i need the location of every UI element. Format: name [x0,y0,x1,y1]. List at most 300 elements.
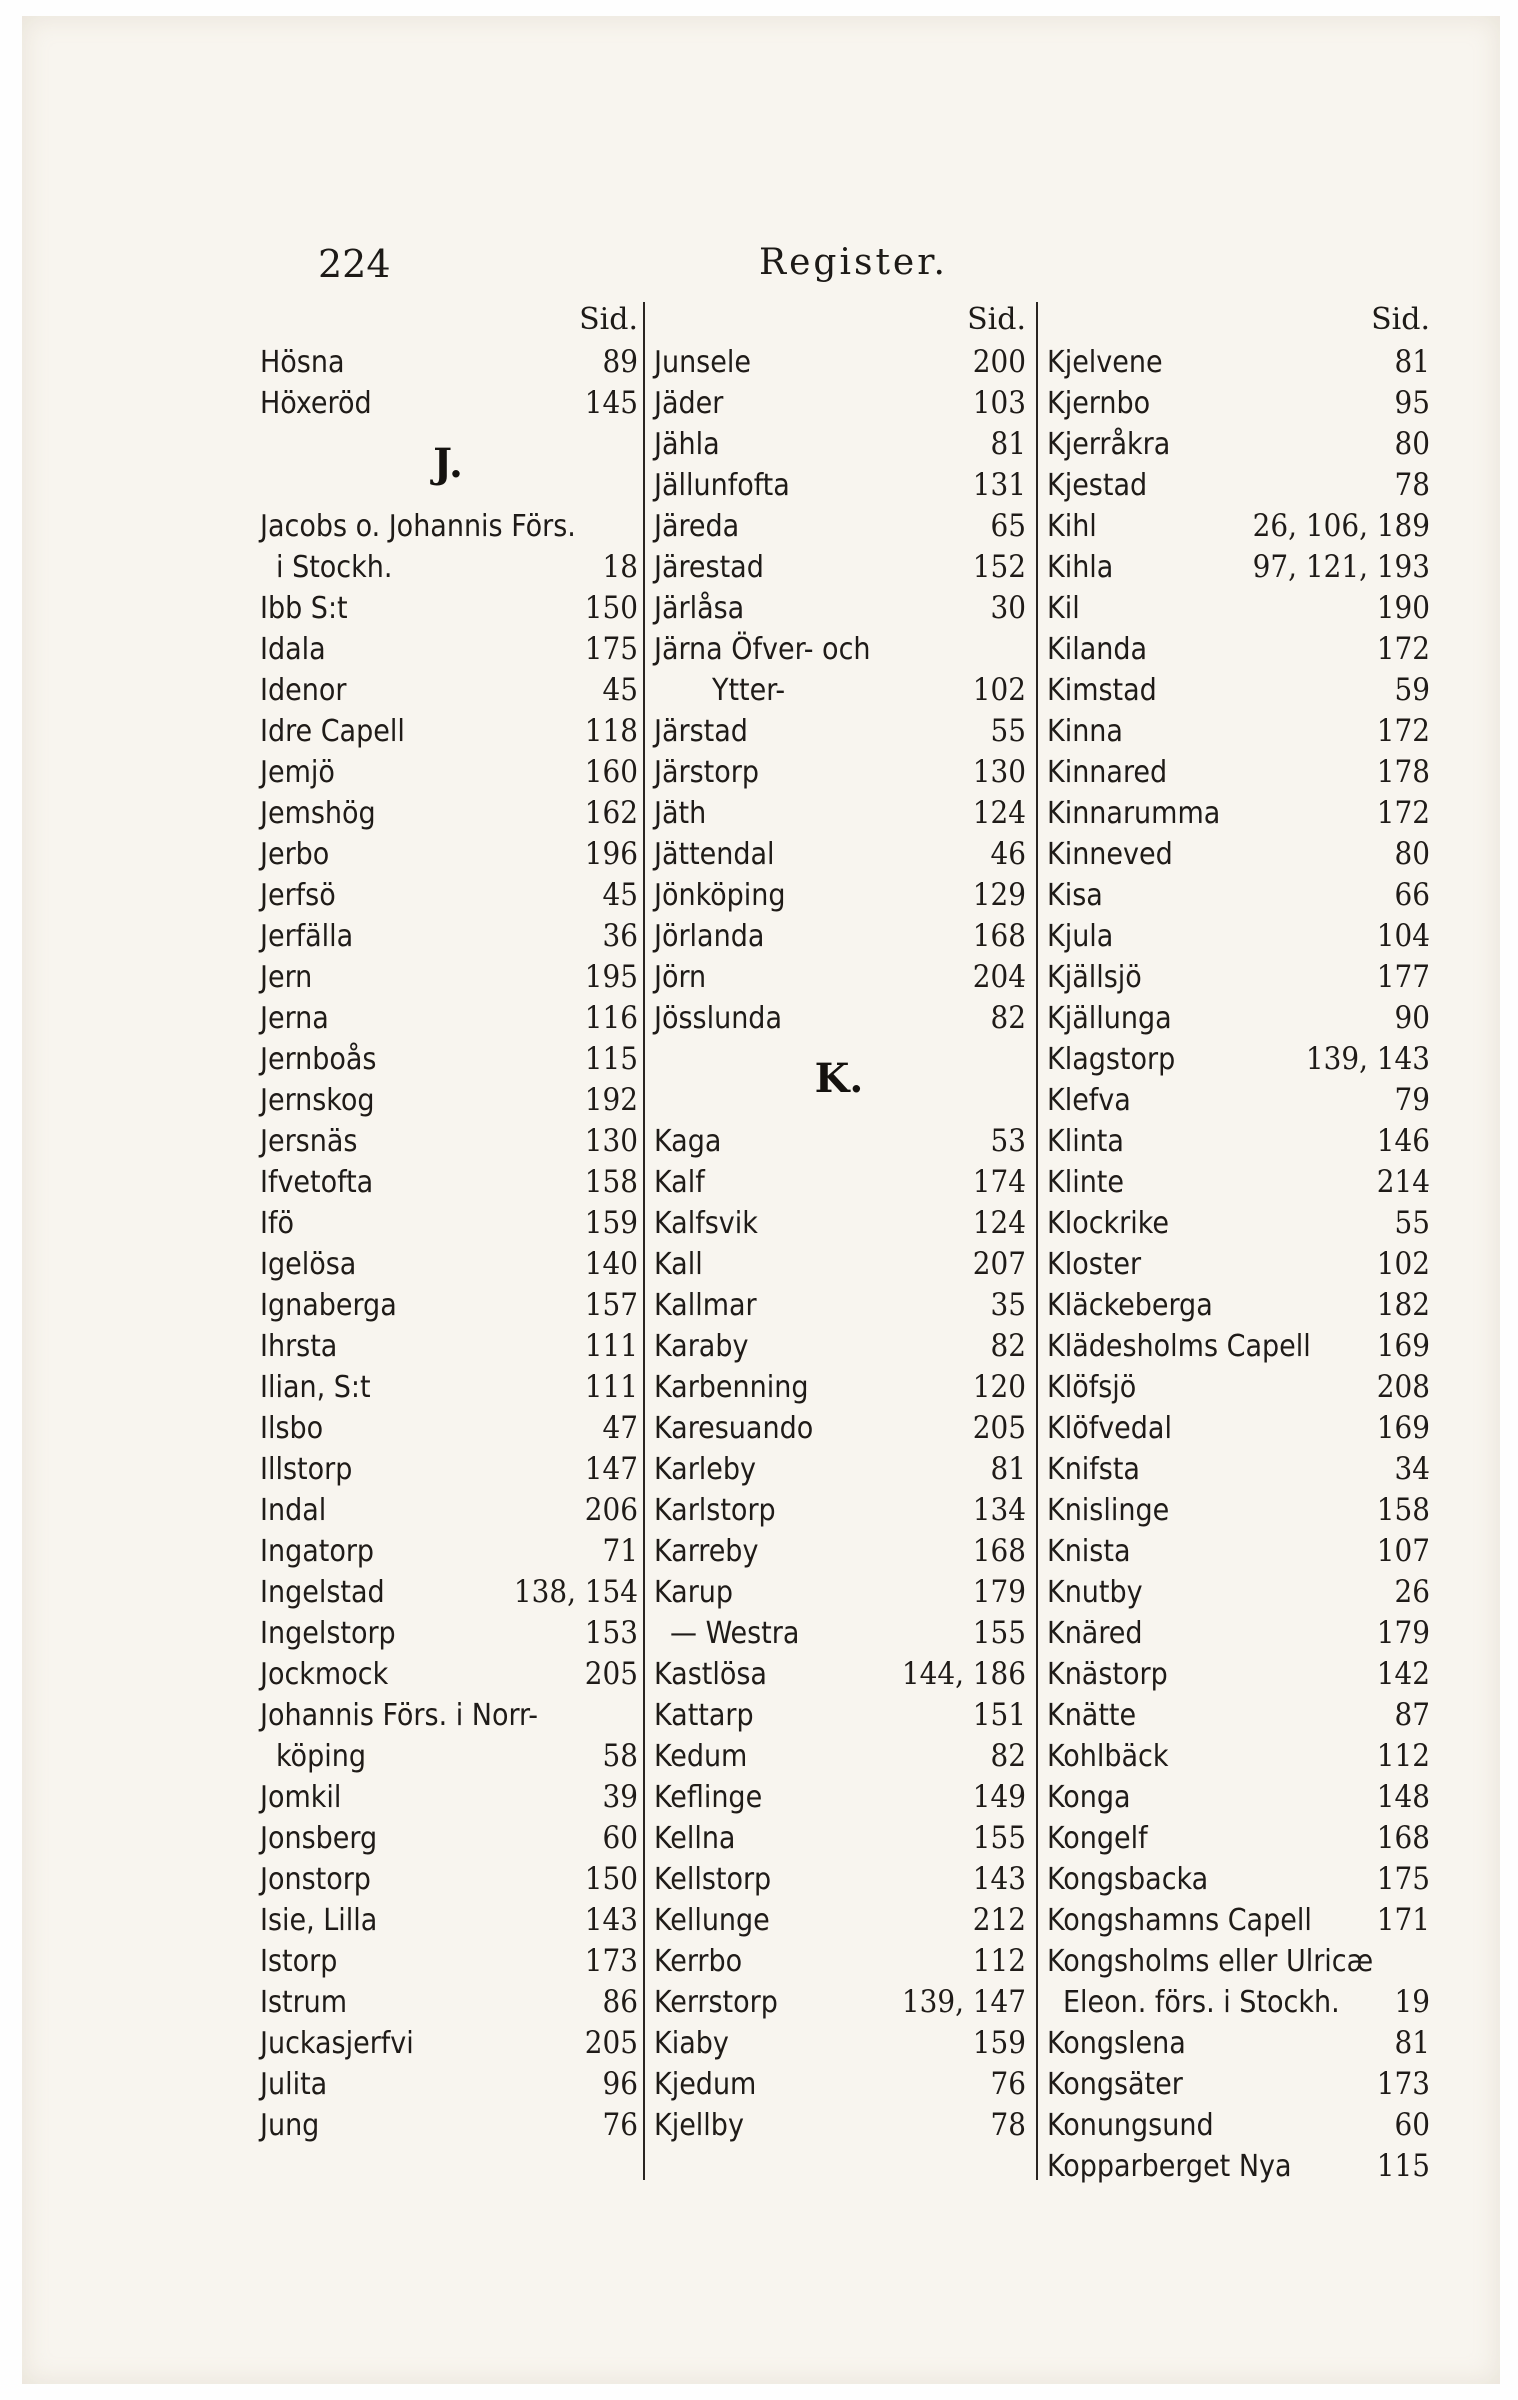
entry-page: 162 [584,795,638,831]
entry-name: Kläckeberga [1047,1288,1213,1323]
index-entry [258,1613,638,1654]
entry-name: Kiaby [654,2026,729,2061]
entry-page: 150 [584,1861,638,1897]
entry-page: 19 [1394,1984,1430,2020]
entry-name: i Stockh. [276,550,393,585]
index-entry [1045,2023,1430,2064]
entry-name: Isie, Lilla [260,1903,378,1938]
entry-page: 36 [602,918,638,954]
entry-page: 60 [602,1820,638,1856]
entry-page: 155 [972,1615,1026,1651]
entry-name: Kongsäter [1047,2067,1183,2102]
entry-name: Knäred [1047,1616,1143,1651]
entry-name: Jonsberg [260,1821,378,1856]
entry-page: 90 [1394,1000,1430,1036]
entry-page: 182 [1376,1287,1430,1323]
entry-name: Kjellby [654,2108,744,2143]
entry-name: Kongsbacka [1047,1862,1209,1897]
entry-page: 111 [584,1328,638,1364]
index-entry [652,2064,1026,2105]
index-entry [258,1941,638,1982]
entry-page: 159 [972,2025,1026,2061]
entry-page: 26, 106, 189 [1252,508,1430,544]
index-entry [1045,1367,1430,1408]
index-entry [1045,752,1430,793]
entry-page: 35 [990,1287,1026,1323]
entry-page: 97, 121, 193 [1252,549,1430,585]
entry-name: Klockrike [1047,1206,1169,1241]
entry-name: Kongelf [1047,1821,1148,1856]
entry-page: 138, 154 [513,1574,638,1610]
index-entry [258,670,638,711]
entry-name: Kallmar [654,1288,757,1323]
entry-name: Klinta [1047,1124,1124,1159]
entry-name: Karlstorp [654,1493,776,1528]
index-entry [258,629,638,670]
entry-page: 179 [972,1574,1026,1610]
index-entry [652,2105,1026,2146]
index-entry [258,998,638,1039]
entry-name: Knätte [1047,1698,1137,1733]
entry-name: Jemjö [260,755,335,790]
entry-page: 150 [584,590,638,626]
entry-page: 204 [972,959,1026,995]
index-entry [1045,1162,1430,1203]
index-entry [652,1162,1026,1203]
entry-page: 145 [584,385,638,421]
entry-page: 168 [1376,1820,1430,1856]
entry-page: 131 [972,467,1026,503]
entry-name: Klinte [1047,1165,1124,1200]
index-entry [652,1900,1026,1941]
index-entry [258,2064,638,2105]
entry-name: Ilian, S:t [260,1370,371,1405]
entry-name: Kimstad [1047,673,1157,708]
index-entry [652,1777,1026,1818]
entry-page: 173 [1376,2066,1430,2102]
column-divider [643,302,645,2180]
entry-page: 168 [972,918,1026,954]
entry-page: 159 [584,1205,638,1241]
entry-name: Jerbo [260,837,330,872]
entry-page: 172 [1376,713,1430,749]
entry-page: 179 [1376,1615,1430,1651]
index-entry [1045,465,1430,506]
entry-name: Jörn [654,960,707,995]
index-entry [1045,711,1430,752]
entry-name: Konungsund [1047,2108,1214,2143]
entry-name: Kall [654,1247,703,1282]
index-entry [1045,424,1430,465]
entry-page: 55 [990,713,1026,749]
index-entry [258,834,638,875]
index-entry [258,1244,638,1285]
entry-page: 81 [990,1451,1026,1487]
entry-page: 34 [1394,1451,1430,1487]
entry-page: 146 [1376,1123,1430,1159]
entry-name: Istrum [260,1985,348,2020]
entry-page: 206 [584,1492,638,1528]
entry-page: 139, 147 [901,1984,1026,2020]
index-entry [652,1736,1026,1777]
sid-label: Sid. [967,302,1026,337]
index-entry [652,875,1026,916]
index-entry [1045,834,1430,875]
entry-page: 89 [602,344,638,380]
index-entry [652,465,1026,506]
entry-page: 140 [584,1246,638,1282]
index-entry [258,1900,638,1941]
entry-name: Illstorp [260,1452,353,1487]
entry-page: 143 [972,1861,1026,1897]
entry-name: Kjällunga [1047,1001,1172,1036]
entry-page: 120 [972,1369,1026,1405]
entry-page: 153 [584,1615,638,1651]
entry-page: 142 [1376,1656,1430,1692]
index-entry [652,1941,1026,1982]
entry-page: 66 [1394,877,1430,913]
entry-page: 81 [1394,2025,1430,2061]
entry-name: Ingelstorp [260,1616,396,1651]
index-entry [258,875,638,916]
entry-name: Jäth [654,796,707,831]
entry-page: 102 [1376,1246,1430,1282]
entry-name: Klefva [1047,1083,1131,1118]
entry-page: 130 [972,754,1026,790]
entry-page: 87 [1394,1697,1430,1733]
entry-page: 103 [972,385,1026,421]
entry-name: Kalf [654,1165,705,1200]
entry-name: Kihla [1047,550,1114,585]
entry-page: 158 [584,1164,638,1200]
entry-name: Kjällsjö [1047,960,1142,995]
index-entry [1045,547,1430,588]
entry-page: 205 [584,1656,638,1692]
entry-page: 80 [1394,426,1430,462]
entry-name: Jähla [654,427,720,462]
index-column-3 [1045,300,1430,2184]
index-entry [1045,506,1430,547]
index-entry [258,1572,638,1613]
index-entry [652,752,1026,793]
entry-page: 151 [972,1697,1026,1733]
entry-page: 81 [990,426,1026,462]
entry-page: 205 [972,1410,1026,1446]
index-entry [652,1531,1026,1572]
index-entry [1045,629,1430,670]
entry-page: 65 [990,508,1026,544]
index-entry [258,1285,638,1326]
index-entry [258,711,638,752]
index-entry [1045,1900,1430,1941]
entry-page: 173 [584,1943,638,1979]
entry-name: Jern [260,960,313,995]
index-entry [652,1572,1026,1613]
entry-page: 208 [1376,1369,1430,1405]
entry-name: Kjestad [1047,468,1148,503]
index-entry [1045,2146,1430,2187]
entry-page: 111 [584,1369,638,1405]
entry-name: Kinnarumma [1047,796,1221,831]
entry-page: 71 [602,1533,638,1569]
index-entry [652,547,1026,588]
entry-page: 60 [1394,2107,1430,2143]
index-entry [258,1818,638,1859]
entry-name: Ibb S:t [260,591,348,626]
index-entry [652,711,1026,752]
entry-name: Jonstorp [260,1862,371,1897]
index-entry [652,629,1026,670]
index-entry [258,1408,638,1449]
entry-name: Kongslena [1047,2026,1186,2061]
index-entry [1045,793,1430,834]
index-entry [652,1695,1026,1736]
entry-name: Idenor [260,673,347,708]
entry-name: Knutby [1047,1575,1143,1610]
entry-name: Karaby [654,1329,749,1364]
entry-name: Julita [260,2067,328,2102]
entry-page: 45 [602,877,638,913]
entry-page: 192 [584,1082,638,1118]
index-entry [652,1654,1026,1695]
index-entry [258,752,638,793]
entry-page: 115 [584,1041,638,1077]
index-entry [258,506,638,547]
index-entry [258,1982,638,2023]
entry-page: 139, 143 [1305,1041,1430,1077]
entry-page: 152 [972,549,1026,585]
entry-name: Jacobs o. Johannis Förs. [260,509,576,544]
entry-page: 112 [972,1943,1026,1979]
entry-name: Kerrbo [654,1944,743,1979]
entry-page: 46 [990,836,1026,872]
index-entry [1045,1859,1430,1900]
entry-page: 129 [972,877,1026,913]
entry-name: Knifsta [1047,1452,1140,1487]
index-entry [1045,1203,1430,1244]
index-entry [1045,588,1430,629]
index-entry [652,998,1026,1039]
entry-name: Indal [260,1493,327,1528]
entry-name: Klagstorp [1047,1042,1176,1077]
entry-name: Jönköping [654,878,786,913]
entry-page: 82 [990,1328,1026,1364]
entry-page: 130 [584,1123,638,1159]
entry-name: Istorp [260,1944,338,1979]
index-entry [652,1982,1026,2023]
index-entry [258,1121,638,1162]
entry-name: Juckasjerfvi [260,2026,414,2061]
index-entry [652,1326,1026,1367]
index-entry [258,1654,638,1695]
entry-page: 149 [972,1779,1026,1815]
index-entry [652,1203,1026,1244]
entry-page: 26 [1394,1574,1430,1610]
entry-page: 205 [584,2025,638,2061]
entry-name: Konga [1047,1780,1131,1815]
entry-name: Keflinge [654,1780,763,1815]
entry-name: Kalfsvik [654,1206,758,1241]
entry-name: Ingatorp [260,1534,375,1569]
index-entry [258,1490,638,1531]
entry-page: 148 [1376,1779,1430,1815]
index-entry [258,2023,638,2064]
entry-page: 155 [972,1820,1026,1856]
entry-page: 107 [1376,1533,1430,1569]
entry-name: Kjerråkra [1047,427,1171,462]
entry-page: 45 [602,672,638,708]
entry-name: Kjernbo [1047,386,1151,421]
index-entry [652,1613,1026,1654]
entry-name: Idre Capell [260,714,405,749]
index-entry [1045,1449,1430,1490]
entry-name: Kil [1047,591,1080,626]
index-entry [258,1203,638,1244]
entry-name: Junsele [654,345,751,380]
entry-page: 212 [972,1902,1026,1938]
entry-page: 30 [990,590,1026,626]
index-entry [1045,1941,1430,1982]
index-entry [652,1408,1026,1449]
index-entry [258,793,638,834]
entry-name: köping [276,1739,366,1774]
index-entry [258,1695,638,1736]
entry-page: 78 [990,2107,1026,2143]
index-entry [652,1121,1026,1162]
entry-name: Kihl [1047,509,1097,544]
entry-name: Jäder [654,386,724,421]
entry-name: Kattarp [654,1698,754,1733]
index-entry [258,547,638,588]
index-entry [652,1818,1026,1859]
entry-name: Järstorp [654,755,759,790]
index-column-1 [258,300,638,2180]
entry-page: 200 [972,344,1026,380]
index-entry [652,1449,1026,1490]
entry-page: 39 [602,1779,638,1815]
entry-page: 169 [1376,1328,1430,1364]
entry-name: Kinna [1047,714,1123,749]
index-entry [1045,998,1430,1039]
index-entry [1045,1244,1430,1285]
entry-name: Jernboås [260,1042,377,1077]
entry-page: 160 [584,754,638,790]
index-entry [652,383,1026,424]
index-entry [258,1039,638,1080]
index-entry [652,1859,1026,1900]
entry-name: Kellstorp [654,1862,772,1897]
entry-page: 116 [584,1000,638,1036]
entry-page: 55 [1394,1205,1430,1241]
entry-name: Kilanda [1047,632,1148,667]
entry-page: 80 [1394,836,1430,872]
entry-name: Kloster [1047,1247,1142,1282]
entry-page: 53 [990,1123,1026,1159]
entry-name: Järstad [654,714,748,749]
entry-name: — Westra [670,1616,800,1651]
entry-page: 18 [602,549,638,585]
index-entry [1045,1654,1430,1695]
index-entry [652,793,1026,834]
entry-page: 76 [602,2107,638,2143]
index-entry [1045,1613,1430,1654]
entry-page: 134 [972,1492,1026,1528]
page-number: 224 [318,242,391,286]
index-entry [1045,1572,1430,1613]
entry-page: 147 [584,1451,638,1487]
entry-page: 81 [1394,344,1430,380]
entry-name: Jomkil [260,1780,342,1815]
index-entry [1045,1982,1430,2023]
index-entry [258,1449,638,1490]
index-entry [652,1244,1026,1285]
entry-name: Jockmock [260,1657,389,1692]
entry-name: Kastlösa [654,1657,767,1692]
index-entry [258,1531,638,1572]
index-entry [1045,1736,1430,1777]
entry-name: Karup [654,1575,734,1610]
entry-page: 178 [1376,754,1430,790]
entry-name: Kedum [654,1739,748,1774]
entry-page: 177 [1376,959,1430,995]
entry-page: 76 [990,2066,1026,2102]
entry-page: 124 [972,1205,1026,1241]
entry-page: 78 [1394,467,1430,503]
entry-name: Jösslunda [654,1001,782,1036]
index-entry [1045,1531,1430,1572]
index-entry [652,1490,1026,1531]
entry-name: Karesuando [654,1411,814,1446]
entry-name: Kisa [1047,878,1103,913]
entry-page: 175 [584,631,638,667]
entry-page: 104 [1376,918,1430,954]
entry-name: Karleby [654,1452,757,1487]
entry-name: Ignaberga [260,1288,397,1323]
index-entry [1045,1777,1430,1818]
entry-name: Klädesholms Capell [1047,1329,1311,1364]
entry-name: Kjedum [654,2067,757,2102]
index-entry [1045,916,1430,957]
entry-name: Jerna [260,1001,329,1036]
index-entry [258,2105,638,2146]
entry-name: Johannis Förs. i Norr- [260,1698,538,1733]
index-entry [258,1162,638,1203]
entry-name: Jernskog [260,1083,375,1118]
index-entry [1045,875,1430,916]
entry-name: Kinnared [1047,755,1168,790]
entry-name: Kaga [654,1124,722,1159]
entry-name: Kellna [654,1821,736,1856]
index-entry [1045,1490,1430,1531]
index-entry [652,2023,1026,2064]
entry-name: Kinneved [1047,837,1173,872]
index-entry [258,1080,638,1121]
section-letter: K. [814,1055,864,1102]
column-divider [1036,302,1038,2180]
entry-name: Karreby [654,1534,759,1569]
entry-name: Hösna [260,345,345,380]
index-entry [652,506,1026,547]
entry-name: Knästorp [1047,1657,1168,1692]
index-entry [652,1285,1026,1326]
entry-page: 82 [990,1738,1026,1774]
entry-name: Jemshög [260,796,376,831]
entry-name: Kerrstorp [654,1985,778,2020]
index-entry [258,383,638,424]
index-entry [258,1859,638,1900]
sid-label: Sid. [579,302,638,337]
entry-page: 207 [972,1246,1026,1282]
